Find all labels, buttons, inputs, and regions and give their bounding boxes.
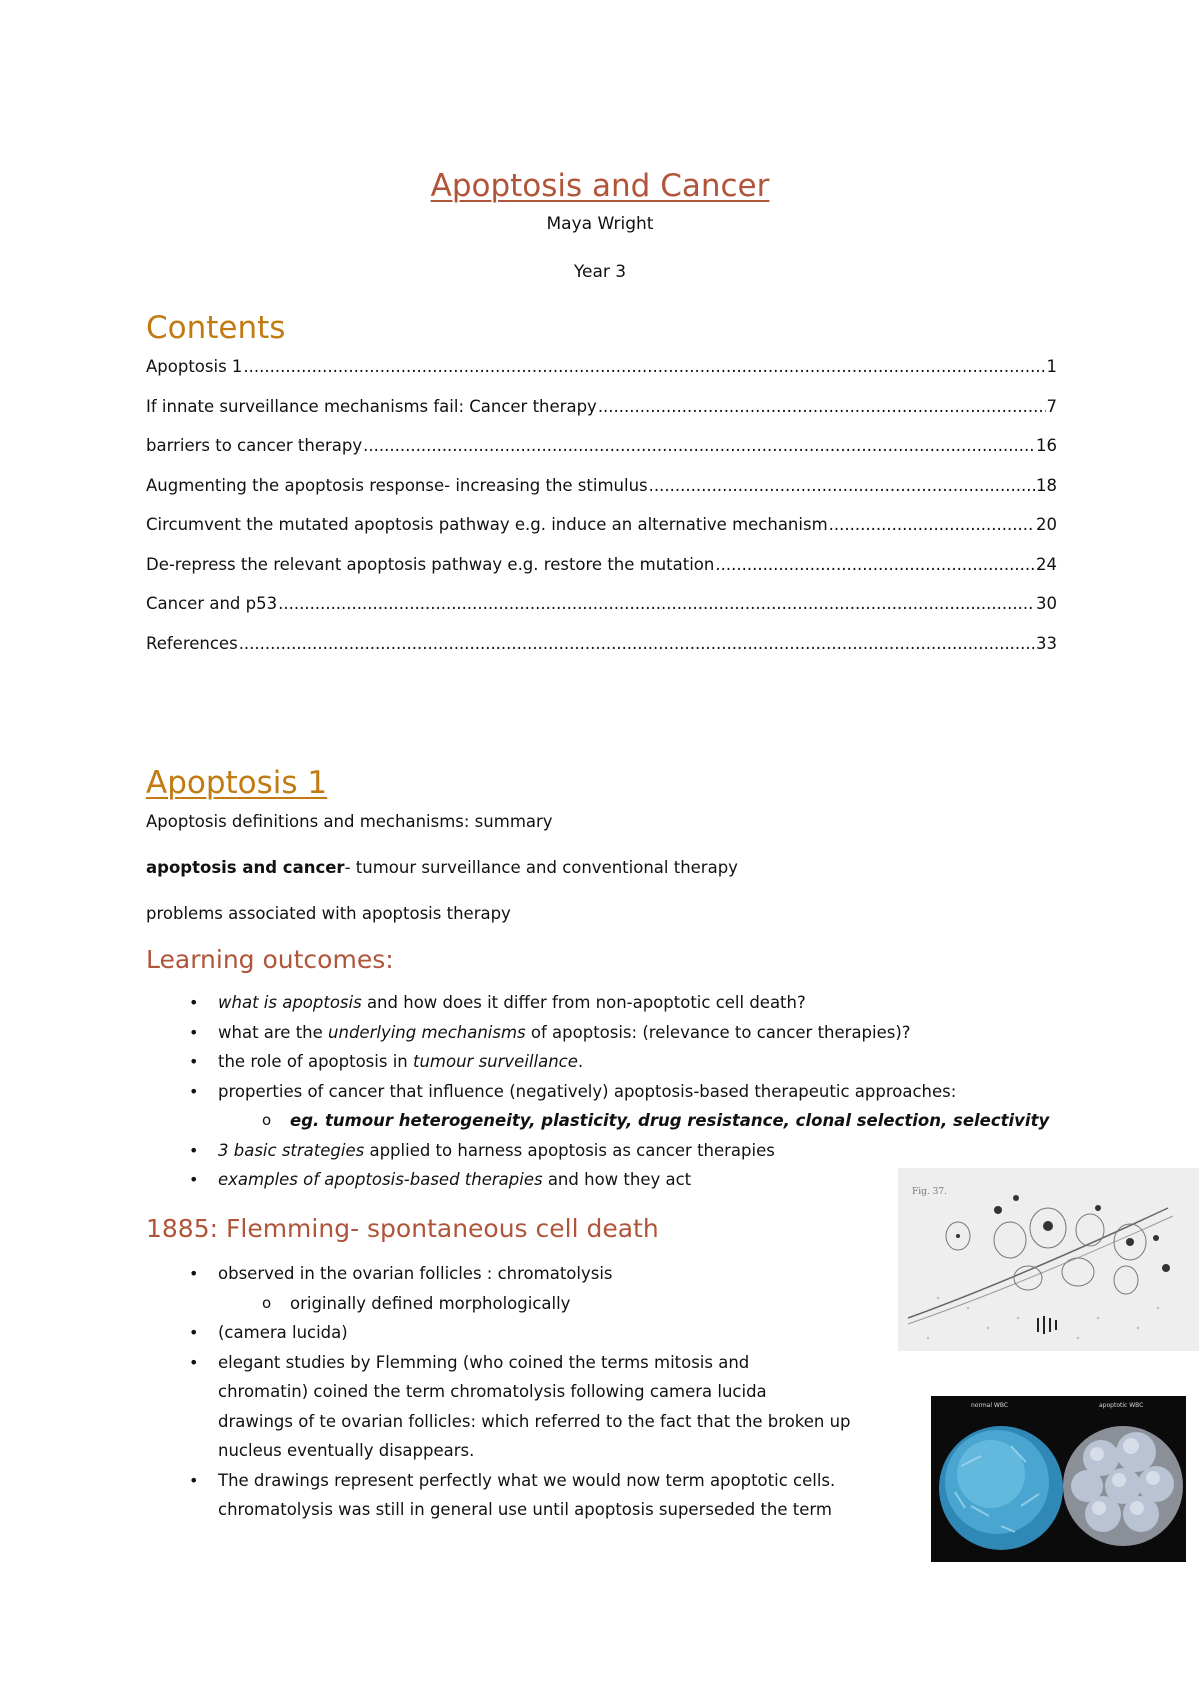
figure-label: Fig. 37. bbox=[912, 1187, 947, 1197]
toc-entry[interactable] bbox=[146, 594, 1057, 634]
year-label: Year 3 bbox=[573, 262, 627, 282]
toc-entry-label: Circumvent the mutated apoptosis pathway e.g. induce an alternative mechanism bbox=[146, 515, 828, 534]
wbc-cells-drawing bbox=[931, 1396, 1186, 1562]
learning-outcomes-list bbox=[146, 988, 1049, 1195]
toc-entry-label: If innate surveillance mechanisms fail: Cancer therapy bbox=[146, 396, 597, 416]
list-item: • what are the underlying mechanisms of apoptosis: (relevance to cancer therapies)? bbox=[146, 1018, 1049, 1048]
toc-entry[interactable] bbox=[146, 555, 1057, 595]
toc-entry-page: 1 bbox=[1046, 357, 1057, 376]
learning-outcomes-heading: Learning outcomes: bbox=[146, 945, 394, 974]
follicle-drawing bbox=[898, 1168, 1199, 1351]
list-item: • examples of apoptosis-based therapies and how they act bbox=[146, 1165, 1049, 1195]
toc-entry[interactable] bbox=[146, 476, 1057, 516]
toc-leader-dots bbox=[649, 476, 1035, 495]
list-item-continuation: nucleus eventually disappears. bbox=[218, 1441, 475, 1460]
toc-entry-page: 7 bbox=[1046, 396, 1057, 416]
toc-entry[interactable] bbox=[146, 634, 1057, 674]
flemming-heading: 1885: Flemming- spontaneous cell death bbox=[146, 1214, 659, 1243]
toc-leader-dots bbox=[239, 634, 1035, 653]
intro-line: Apoptosis definitions and mechanisms: summary bbox=[146, 812, 553, 831]
toc-entry[interactable] bbox=[146, 515, 1057, 555]
toc-entry-page: 20 bbox=[1036, 515, 1057, 534]
toc-leader-dots bbox=[243, 357, 1045, 376]
wbc-comparison-image bbox=[931, 1396, 1186, 1562]
list-item: • 3 basic strategies applied to harness apoptosis as cancer therapies bbox=[146, 1136, 1049, 1166]
list-item-continuation: chromatin) coined the term chromatolysis following camera lucida bbox=[218, 1382, 767, 1401]
toc-entry-label: Cancer and p53 bbox=[146, 594, 278, 613]
normal-wbc-label: normal WBC bbox=[971, 1402, 1009, 1409]
toc-entry-page: 30 bbox=[1036, 594, 1057, 613]
toc-entry-page: 33 bbox=[1036, 633, 1057, 653]
toc-leader-dots bbox=[278, 594, 1035, 613]
toc-entry-label: barriers to cancer therapy bbox=[146, 436, 363, 455]
list-item: • (camera lucida) bbox=[146, 1318, 851, 1348]
toc-entry[interactable] bbox=[146, 357, 1057, 397]
list-item: • The drawings represent perfectly what we would now term apoptotic cells. bbox=[146, 1466, 851, 1496]
toc-entry-label: Augmenting the apoptosis response- increasing the stimulus bbox=[146, 475, 648, 495]
contents-heading: Contents bbox=[146, 310, 286, 346]
intro-text: - tumour surveillance and conventional therapy bbox=[344, 858, 738, 877]
toc-leader-dots bbox=[598, 397, 1046, 416]
toc-entry-page: 24 bbox=[1036, 554, 1057, 574]
toc-leader-dots bbox=[829, 515, 1035, 534]
toc-leader-dots bbox=[715, 555, 1035, 574]
section-heading-apoptosis-1: Apoptosis 1 bbox=[146, 765, 328, 801]
list-item: • observed in the ovarian follicles : chromatolysis bbox=[146, 1259, 851, 1289]
sub-list-item: o originally defined morphologically bbox=[146, 1289, 851, 1319]
flemming-list bbox=[146, 1259, 851, 1525]
toc-entry-label: Apoptosis 1 bbox=[146, 357, 243, 376]
intro-line bbox=[146, 858, 738, 877]
list-item: • the role of apoptosis in tumour surveillance. bbox=[146, 1047, 1049, 1077]
toc-leader-dots bbox=[363, 436, 1035, 455]
author-name: Maya Wright bbox=[546, 214, 654, 234]
sub-list-item: o eg. tumour heterogeneity, plasticity, drug resistance, clonal selection, selectivity bbox=[146, 1106, 1049, 1136]
list-item-continuation: chromatolysis was still in general use until apoptosis superseded the term bbox=[218, 1500, 832, 1519]
toc-entry[interactable] bbox=[146, 436, 1057, 476]
document-title: Apoptosis and Cancer bbox=[430, 168, 770, 204]
intro-line: problems associated with apoptosis therapy bbox=[146, 904, 511, 923]
toc-entry-label: References bbox=[146, 633, 238, 653]
toc-entry[interactable] bbox=[146, 397, 1057, 437]
table-of-contents bbox=[146, 357, 1057, 673]
toc-entry-page: 16 bbox=[1036, 436, 1057, 455]
toc-entry-label: De-repress the relevant apoptosis pathway e.g. restore the mutation bbox=[146, 554, 715, 574]
list-item: • properties of cancer that influence (negatively) apoptosis-based therapeutic approaches: bbox=[146, 1077, 1049, 1107]
list-item: • what is apoptosis and how does it differ from non-apoptotic cell death? bbox=[146, 988, 1049, 1018]
apoptotic-wbc-label: apoptotic WBC bbox=[1099, 1402, 1144, 1409]
camera-lucida-drawing-image bbox=[898, 1168, 1199, 1351]
list-item: • elegant studies by Flemming (who coined the terms mitosis and bbox=[146, 1348, 851, 1378]
list-item-continuation: drawings of te ovarian follicles: which referred to the fact that the broken up bbox=[218, 1411, 851, 1431]
toc-entry-page: 18 bbox=[1036, 475, 1057, 495]
intro-bold-text: apoptosis and cancer bbox=[146, 858, 345, 877]
